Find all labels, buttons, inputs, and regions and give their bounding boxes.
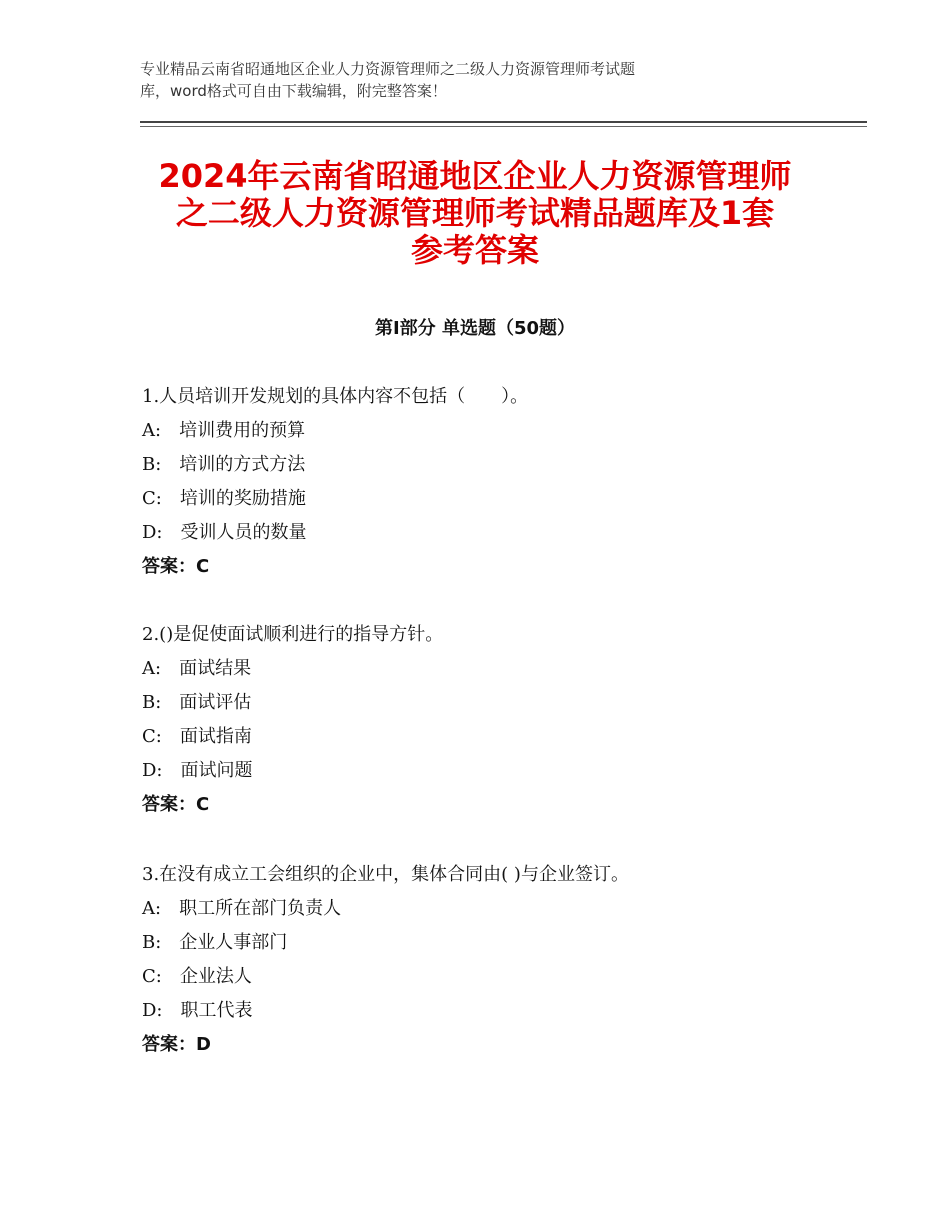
question-2 [142, 618, 443, 822]
option-b: B: 企业人事部门 [142, 932, 288, 953]
answer: 答案：C [142, 794, 210, 815]
option-d: D: 受训人员的数量 [142, 522, 307, 543]
document-title [110, 158, 840, 269]
title-line-3: 参考答案 [410, 231, 539, 269]
section-title: 第Ⅰ部分 单选题（50题） [374, 318, 575, 339]
option-b: B: 培训的方式方法 [142, 454, 306, 475]
option-b: B: 面试评估 [142, 692, 252, 713]
option-d: D: 面试问题 [142, 760, 253, 781]
question-stem: 1.人员培训开发规划的具体内容不包括（ ）。 [142, 386, 529, 407]
question-3 [142, 858, 629, 1062]
option-c: C: 培训的奖励措施 [142, 488, 306, 509]
title-line-2: 之二级人力资源管理师考试精品题库及1套 [175, 194, 775, 232]
option-c: C: 面试指南 [142, 726, 252, 747]
header-note [140, 58, 780, 102]
header-rule-thin [140, 126, 867, 127]
question-stem: 2.()是促使面试顺利进行的指导方针。 [142, 624, 444, 645]
question-stem: 3.在没有成立工会组织的企业中，集体合同由( )与企业签订。 [142, 864, 629, 885]
option-d: D: 职工代表 [142, 1000, 253, 1021]
option-a: A: 培训费用的预算 [142, 420, 306, 441]
header-note-line-1: 专业精品云南省昭通地区企业人力资源管理师之二级人力资源管理师考试题 [140, 60, 636, 78]
answer: 答案：D [142, 1034, 211, 1055]
answer: 答案：C [142, 556, 210, 577]
option-c: C: 企业法人 [142, 966, 252, 987]
question-1 [142, 380, 528, 584]
header-rule-thick [140, 121, 867, 123]
title-line-1: 2024年云南省昭通地区企业人力资源管理师 [158, 157, 792, 195]
option-a: A: 面试结果 [142, 658, 252, 679]
header-note-line-2: 库，word格式可自由下载编辑，附完整答案！ [140, 82, 447, 100]
option-a: A: 职工所在部门负责人 [142, 898, 342, 919]
